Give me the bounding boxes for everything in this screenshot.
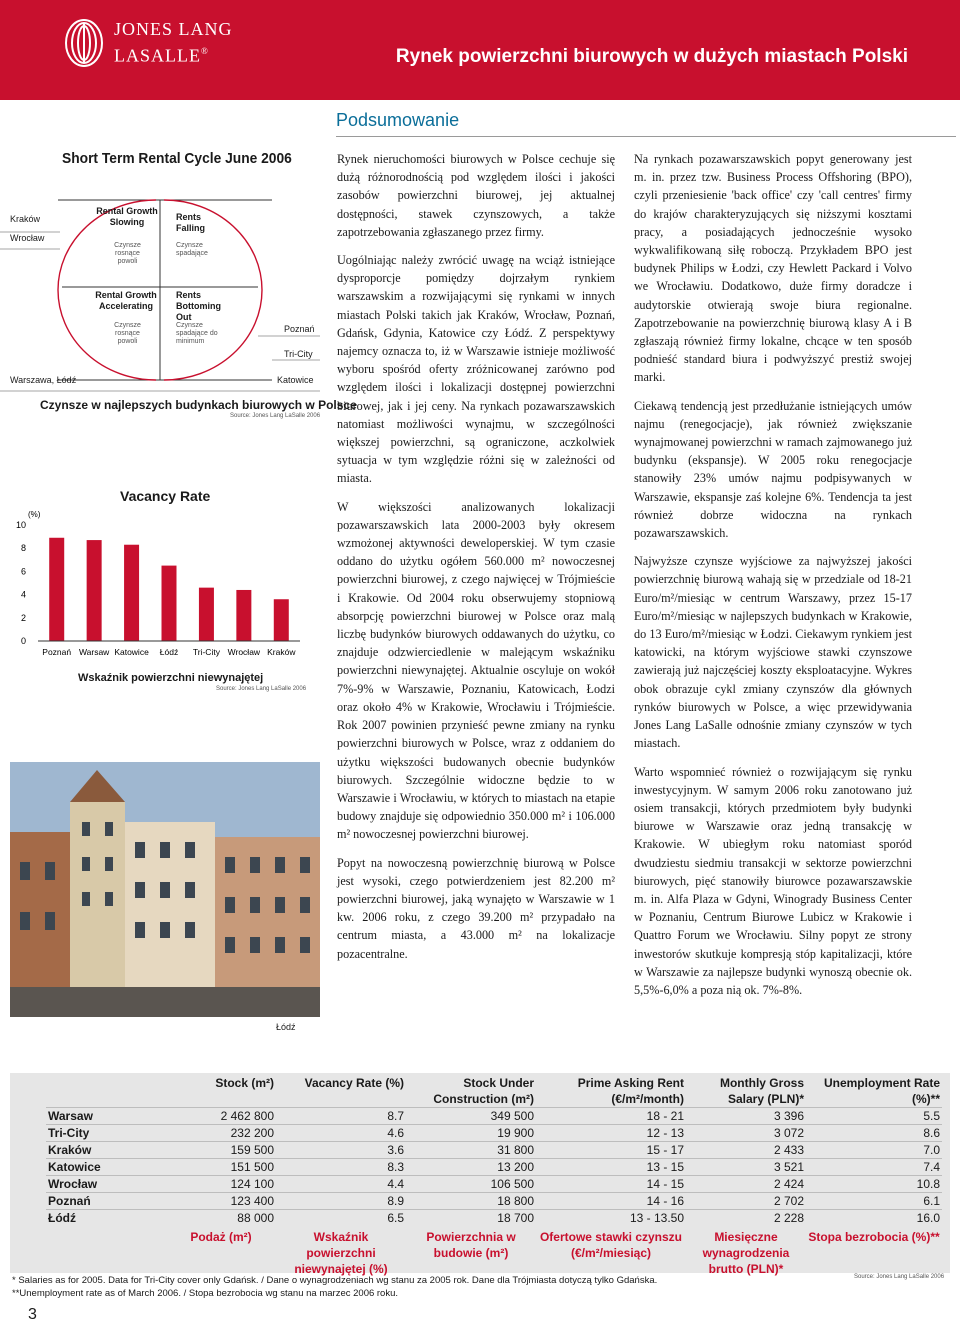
vacancy-xtick: Kraków	[267, 647, 296, 657]
table-cell-vacancy: 6.5	[276, 1210, 406, 1227]
rental-cycle-diagram	[0, 170, 320, 395]
table-cell-unemp: 7.4	[806, 1159, 942, 1176]
vacancy-xtick: Katowice	[114, 647, 149, 657]
table-row	[46, 1210, 942, 1227]
table-cell-city: Wrocław	[46, 1176, 166, 1193]
table-cell-rent: 13 - 13.50	[536, 1210, 686, 1227]
vacancy-xtick: Warsaw	[78, 647, 110, 657]
phase-falling: Rents Falling	[176, 212, 205, 233]
table-footnote-2: **Unemployment rate as of March 2006. / Stopa bezrobocia wg stanu na marzec 2006 roku.	[12, 1288, 399, 1299]
vacancy-xtick: Wrocław	[227, 647, 261, 657]
table-cell-vacancy: 8.9	[276, 1193, 406, 1210]
table-cell-stock: 123 400	[166, 1193, 276, 1210]
market-data-table	[46, 1073, 942, 1277]
brand-line2: LASALLE	[114, 45, 201, 66]
vacancy-chart-title: Vacancy Rate	[120, 488, 211, 504]
table-header-pl: Podaż (m²)	[190, 1230, 252, 1245]
table-header-pl: Ofertowe stawki czynszu (€/m²/miesiąc)	[539, 1230, 683, 1261]
table-cell-salary: 2 228	[686, 1210, 806, 1227]
table-cell-unemp: 16.0	[806, 1210, 942, 1227]
cycle-label-warszawa-lodz: Warszawa, Łódź	[10, 375, 77, 385]
table-cell-unemp: 10.8	[806, 1176, 942, 1193]
table-row	[46, 1193, 942, 1210]
table-cell-vacancy: 3.6	[276, 1142, 406, 1159]
table-cell-stock: 232 200	[166, 1125, 276, 1142]
cycle-label-wroclaw: Wrocław	[10, 233, 45, 243]
phase-growth-slowing: Rental Growth Slowing	[96, 206, 158, 227]
vacancy-source: Source: Jones Lang LaSalle 2006	[216, 686, 307, 692]
phase-accelerating: Rental Growth Accelerating	[95, 290, 157, 311]
table-cell-stock: 88 000	[166, 1210, 276, 1227]
table-cell-city: Kraków	[46, 1142, 166, 1159]
summary-divider	[336, 136, 956, 137]
table-cell-vacancy: 4.4	[276, 1176, 406, 1193]
vacancy-chart	[0, 505, 320, 665]
summary-paragraph: W większości analizowanych lokalizacji pozawarszawskich lata 2000-2003 były okresem wzmożonej aktywności deweloperskiej. W tym czasie oddano do użytku ogółem 560.000 m² nowoczesnej powierzchni biurowej, z czego najwięcej w Trójmieście i Krakowie. Od 2004 roku obserwujemy stopniową absorpcję powierzchni biurowej w Polsce oraz malą liczbę budynków biurowych oddawanych do użytku, co znajduje odzwierciedlenie w malejącym wskaźniku powierzchni niewynajętej. Aktualnie oscyluje on wokół 7%-9% w Warszawie, Poznaniu, Katowicach, Łodzi oraz około 4% w Krakowie, Wrocławiu i Trójmieście. Rok 2007 powinien przynieść pewne zmiany na rynku powierzchni biurowych w Polsce, wraz z oddaniem do użytku większości budowanych obecnie budynków biurowych. Szczególnie widoczne będzie to w Warszawie i Wrocławiu, w których to miastach na etapie budowy znajduje się odpowiednio 350.000 m² i 106.000 m² nowoczesnej powierzchni biurowej.	[337, 499, 615, 842]
cycle-label-katowice: Katowice	[277, 375, 314, 385]
page-number: 3	[28, 1306, 37, 1323]
vacancy-bar-katowice	[124, 545, 139, 641]
table-header: Vacancy Rate (%)	[304, 1076, 404, 1090]
vacancy-bar-tri-city	[199, 588, 214, 641]
table-header-blank	[46, 1073, 166, 1108]
table-row	[46, 1108, 942, 1125]
vacancy-xtick: Tri-City	[192, 647, 220, 657]
table-row	[46, 1125, 942, 1142]
summary-paragraph: Warto wspomnieć również o rozwijającym się rynku inwestycyjnym. W samym 2006 roku zanotowano już osiem transakcji, których przedmiotem były budynki biurowe w Warszawie oraz jedną transakcję w Krakowie. W ubiegłym roku natomiast sporód dwudziestu siedmiu transakcji w sektorze powierzchni biurowych, pięć stanowiły biurowce pozawarszawskie m. in. Alfa Plaza w Gdyni, Winogrady Business Center w Poznaniu, Centrum Biurowe Lubicz w Krakowie i Quattro Forum we Wrocławiu. Silny popyt ze strony inwestorów skutkuje kompresją stóp kapitalizacji, które w Warszawie za najlepsze budynki wynoszą obecnie ok. 5,5%-6,0% a poza nią ok. 7%-8%.	[634, 764, 912, 997]
table-cell-under: 31 800	[406, 1142, 536, 1159]
table-source: Source: Jones Lang LaSalle 2006	[854, 1274, 945, 1280]
table-header: Unemployment Rate (%)**	[823, 1076, 940, 1106]
table-cell-rent: 14 - 16	[536, 1193, 686, 1210]
table-cell-under: 349 500	[406, 1108, 536, 1125]
table-cell-salary: 2 424	[686, 1176, 806, 1193]
table-header: Prime Asking Rent (€/m²/month)	[577, 1076, 684, 1106]
jll-logo-icon	[64, 18, 104, 68]
table-header-pl-blank	[46, 1226, 166, 1277]
phase-accelerating-sub: Czynsze rosnące powoli	[114, 322, 141, 345]
table-cell-unemp: 6.1	[806, 1193, 942, 1210]
vacancy-ytick: 0	[20, 636, 26, 646]
table-header: Stock Under Construction (m²)	[433, 1076, 534, 1106]
table-cell-salary: 3 072	[686, 1125, 806, 1142]
cycle-label-poznan: Poznań	[284, 324, 315, 334]
table-cell-unemp: 7.0	[806, 1142, 942, 1159]
table-cell-under: 18 700	[406, 1210, 536, 1227]
vacancy-xtick: Poznań	[42, 647, 72, 657]
phase-bottoming: Rents Bottoming Out	[176, 290, 221, 322]
cycle-source: Source: Jones Lang LaSalle 2006	[230, 413, 321, 419]
table-cell-city: Tri-City	[46, 1125, 166, 1142]
table-header-pl: Wskaźnik powierzchni niewynajętej (%)	[294, 1230, 388, 1277]
brand-registered: ®	[201, 46, 209, 56]
table-cell-city: Poznań	[46, 1193, 166, 1210]
table-cell-salary: 3 521	[686, 1159, 806, 1176]
table-header: Stock (m²)	[215, 1076, 274, 1090]
vacancy-xtick: Łódź	[159, 647, 179, 657]
table-cell-rent: 15 - 17	[536, 1142, 686, 1159]
table-cell-city: Warsaw	[46, 1108, 166, 1125]
cycle-label-krakow: Kraków	[10, 214, 41, 224]
summary-paragraph: Uogólniając należy zwrócić uwagę na wciąż istniejące dysproporcje pomiędzy dojrzałym rynkiem warszawskim a rozwijającymi się rynkami w innych miastach Polski takich jak Kraków, Wrocław, Poznań, Gdańsk, Gdynia, Katowice czy Łódź. Z perspektywy najemcy oznacza to, iż w Warszawie istnieje możliwość wyboru spośród oferty zróżnicowanej zarówno pod względem ilości i lokalizacji dostępnej powierzchni biurowej, jak i jej ceny. Na rynkach pozawarszawskich natomiast możliwości wynajmu, w szczególności większej powierzchni, są ograniczone, aczkolwiek sytuacja w tym względzie różni się w zależności od miasta.	[337, 253, 615, 486]
table-cell-salary: 2 702	[686, 1193, 806, 1210]
summary-column-2	[634, 150, 912, 1009]
table-row	[46, 1142, 942, 1159]
table-row	[46, 1159, 942, 1176]
table-cell-vacancy: 8.3	[276, 1159, 406, 1176]
table-cell-salary: 3 396	[686, 1108, 806, 1125]
phase-growth-slowing-sub: Czynsze rosnące powoli	[114, 242, 141, 265]
brand-name	[114, 18, 233, 67]
photo-caption: Łódź	[276, 1022, 296, 1032]
table-cell-stock: 2 462 800	[166, 1108, 276, 1125]
table-cell-unemp: 8.6	[806, 1125, 942, 1142]
table-cell-stock: 159 500	[166, 1142, 276, 1159]
cycle-title: Short Term Rental Cycle June 2006	[62, 150, 292, 167]
vacancy-bar-poznań	[49, 538, 64, 641]
cycle-label-tricity: Tri-City	[284, 349, 313, 359]
vacancy-ylabel: (%)	[28, 510, 41, 519]
table-header-pl: Stopa bezrobocia (%)**	[808, 1230, 940, 1245]
report-title: Rynek powierzchni biurowych w dużych miastach Polski	[395, 46, 908, 67]
vacancy-bar-kraków	[274, 599, 289, 641]
summary-title: Podsumowanie	[336, 110, 460, 130]
table-cell-vacancy: 4.6	[276, 1125, 406, 1142]
table-cell-unemp: 5.5	[806, 1108, 942, 1125]
vacancy-bar-warsaw	[87, 540, 102, 641]
table-header-row	[46, 1073, 942, 1108]
table-cell-salary: 2 433	[686, 1142, 806, 1159]
table-header-pl-row	[46, 1226, 942, 1277]
table-header-pl: Miesięczne wynagrodzenia brutto (PLN)*	[702, 1230, 790, 1277]
summary-paragraph: Popyt na nowoczesną powierzchnię biurową w Polsce jest wysoki, czego potwierdzeniem jest 82.200 m² powierzchni biurowej, jaką wynajęto w Warszawie w 1 kw. 2006 roku, z czego 39.200 m² przypadało na centrum miasta, a 43.000 m² na lokalizacje pozacentralne.	[337, 855, 615, 961]
table-cell-rent: 14 - 15	[536, 1176, 686, 1193]
lodz-street-photo	[10, 762, 320, 1017]
summary-paragraph: Na rynkach pozawarszawskich popyt generowany jest m. in. przez tzw. Business Process Offshoring (BPO), czyli przeniesienie 'back office' czy 'call centres' firmy do krajów charakteryzujących się niższymi kosztami pracy, a posiadających jednocześnie wysoko wykwalifikowaną siłę roboczą. Przykładem BPO jest budynek Philips w Łodzi, czy Hewlett Packard i Volvo we Wrocławiu. Dodatkowo, duże firmy doradcze i audytorskie otwierają swoje biura regionalne. Zapotrzebowanie na powierzchnię biurową klasy A i B zgłaszają również firmy lokalne, chcące w ten sposób podnieść standard biura i podwyższyć prestiż swojej marki.	[634, 152, 912, 385]
brand-line1: JONES LANG	[114, 19, 233, 39]
summary-paragraph: Rynek nieruchomości biurowych w Polsce cechuje się dużą różnorodnością pod względem ilości i jakości zasobów powierzchni biurowej, jej aktualnej dostępności, stawek czynszowych, a także zapotrzebowania zgłaszanego przez firmy.	[337, 152, 615, 239]
table-cell-under: 106 500	[406, 1176, 536, 1193]
vacancy-ytick: 2	[20, 612, 26, 623]
table-header: Monthly Gross Salary (PLN)*	[719, 1076, 804, 1106]
summary-paragraph: Ciekawą tendencją jest przedłużanie istniejących umów najmu (renegocjacje), jak również zwiększanie wynajmowanej powierzchni w ramach zajmowanego już budynku (ekspansje). W 2005 roku renegocjacje stanowiły 23% umów najmu podpisywanych w Warszawie, ekspansje zaś kolejne 6%. Tendencja ta jest również dobrze widoczna na rynkach pozawarszawskich.	[634, 398, 912, 541]
table-cell-stock: 124 100	[166, 1176, 276, 1193]
vacancy-bar-łódź	[162, 566, 177, 641]
table-footnote-1: * Salaries as for 2005. Data for Tri-City cover only Gdańsk. / Dane o wynagrodzeniach wg stanu za 2005 rok. Dane dla Trójmiasta dotyczą tylko Gdańska.	[12, 1275, 658, 1286]
vacancy-ytick: 4	[20, 589, 26, 600]
summary-column-1	[337, 150, 615, 973]
table-cell-under: 13 200	[406, 1159, 536, 1176]
vacancy-bar-wrocław	[236, 590, 251, 641]
vacancy-ytick: 6	[20, 566, 26, 577]
vacancy-ytick: 10	[15, 520, 26, 530]
phase-bottoming-sub: Czynsze spadające do minimum	[176, 322, 218, 345]
vacancy-caption: Wskaźnik powierzchni niewynajętej	[78, 672, 264, 684]
table-cell-city: Katowice	[46, 1159, 166, 1176]
table-cell-under: 19 900	[406, 1125, 536, 1142]
table-row	[46, 1176, 942, 1193]
table-cell-vacancy: 8.7	[276, 1108, 406, 1125]
table-cell-stock: 151 500	[166, 1159, 276, 1176]
table-cell-rent: 18 - 21	[536, 1108, 686, 1125]
table-cell-city: Łódź	[46, 1210, 166, 1227]
table-cell-rent: 12 - 13	[536, 1125, 686, 1142]
vacancy-ytick: 8	[20, 543, 26, 554]
summary-paragraph: Najwyższe czynsze wyjściowe za najwyższej jakości powierzchnię biurową wahają się w przedziale od 18-21 Euro/m²/miesiąc w centrum Warszawy, przez 15-17 Euro/m²/miesiąc w najlepszych budynkach w Krakowie, do 13 Euro/m²/miesiąc w Łodzi. Ciekawym rynkiem jest katowicki, na którym wyjściowe stawki czynszowe zawierają już najczęściej koszty eksploatacyjne. Wykres obok obrazuje cykl zmiany czynszów dla głównych rynków biurowych w Polsce, a więc przewidywania Jones Lang LaSalle odnośnie zmiany czynszów w tych miastach.	[634, 554, 912, 751]
table-header-pl: Powierzchnia w budowie (m²)	[426, 1230, 516, 1261]
cycle-caption: Czynsze w najlepszych budynkach biurowych w Polsce	[40, 398, 357, 412]
table-cell-rent: 13 - 15	[536, 1159, 686, 1176]
phase-falling-sub: Czynsze spadające	[176, 242, 208, 257]
table-cell-under: 18 800	[406, 1193, 536, 1210]
